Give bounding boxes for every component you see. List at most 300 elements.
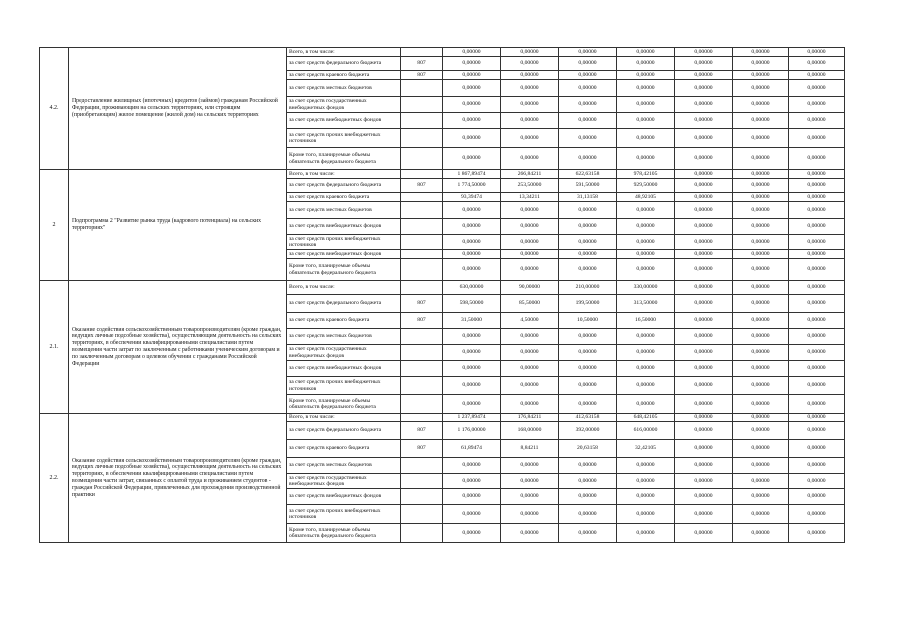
- budget-code: [401, 474, 443, 489]
- amount-cell: 0,00000: [733, 377, 789, 395]
- amount-cell: 0,00000: [675, 80, 733, 97]
- amount-cell: 0,00000: [443, 395, 501, 414]
- amount-cell: 0,00000: [617, 148, 675, 170]
- amount-cell: 0,00000: [675, 295, 733, 313]
- section-title: Оказание содействия сельскохозяйственным товаропроизводителям (кроме граждан, ведущих личные подсобные хозяйства), осуществляющим деятельность на сельских территориях, в обеспечении квалифицированными специалистами путем возмещения части затрат, связанных с оплатой труда и проживанием студентов - граждан Российской Федерации, привлеченных для прохождения производственной практики: [69, 414, 287, 543]
- amount-cell: 16,50000: [617, 313, 675, 329]
- amount-cell: 622,63158: [559, 170, 617, 179]
- amount-cell: 0,00000: [789, 259, 845, 281]
- amount-cell: 0,00000: [675, 170, 733, 179]
- amount-cell: 0,00000: [675, 250, 733, 259]
- budget-code: [401, 235, 443, 250]
- amount-cell: 0,00000: [675, 414, 733, 422]
- amount-cell: 0,00000: [789, 345, 845, 361]
- amount-cell: 0,00000: [789, 474, 845, 489]
- budget-code: 807: [401, 440, 443, 458]
- amount-cell: 0,00000: [617, 377, 675, 395]
- budget-code: [401, 345, 443, 361]
- amount-cell: 0,00000: [501, 329, 559, 345]
- amount-cell: 0,00000: [733, 329, 789, 345]
- amount-cell: 0,00000: [501, 48, 559, 57]
- amount-cell: 0,00000: [617, 97, 675, 113]
- amount-cell: 0,00000: [501, 97, 559, 113]
- funding-source: Всего, в том числе:: [287, 170, 401, 179]
- amount-cell: 0,00000: [501, 259, 559, 281]
- amount-cell: 0,00000: [789, 129, 845, 148]
- amount-cell: 0,00000: [733, 524, 789, 543]
- amount-cell: 0,00000: [789, 48, 845, 57]
- amount-cell: 0,00000: [559, 80, 617, 97]
- amount-cell: 0,00000: [617, 48, 675, 57]
- amount-cell: 90,00000: [501, 281, 559, 295]
- amount-cell: 0,00000: [733, 361, 789, 377]
- amount-cell: 0,00000: [559, 202, 617, 219]
- funding-table: [39, 47, 845, 543]
- section-title: Оказание содействия сельскохозяйственным товаропроизводителям (кроме граждан, ведущих личные подсобные хозяйства), осуществляющим деятельность на сельских территориях, в обеспечении квалифицированными специалистами путем возмещения части затрат по заключенным с работниками ученическим договорам и по заключенным договорам о целевом обучении с гражданами Российской Федерации: [69, 281, 287, 414]
- amount-cell: 13,34211: [501, 193, 559, 202]
- amount-cell: 0,00000: [617, 458, 675, 474]
- amount-cell: 0,00000: [675, 202, 733, 219]
- amount-cell: 0,00000: [617, 71, 675, 80]
- funding-source: за счет средств краевого бюджета: [287, 313, 401, 329]
- amount-cell: 0,00000: [617, 474, 675, 489]
- amount-cell: 0,00000: [559, 377, 617, 395]
- amount-cell: 0,00000: [501, 345, 559, 361]
- amount-cell: 0,00000: [443, 259, 501, 281]
- amount-cell: 0,00000: [789, 281, 845, 295]
- amount-cell: 0,00000: [501, 505, 559, 524]
- table-row: [40, 414, 845, 422]
- amount-cell: 1 774,50000: [443, 179, 501, 193]
- amount-cell: 1 867,89474: [443, 170, 501, 179]
- amount-cell: 0,00000: [617, 395, 675, 414]
- amount-cell: 0,00000: [675, 235, 733, 250]
- amount-cell: 0,00000: [559, 474, 617, 489]
- amount-cell: 210,00000: [559, 281, 617, 295]
- amount-cell: 10,50000: [559, 313, 617, 329]
- funding-source: Кроме того, планируемые объемы обязательств федерального бюджета: [287, 524, 401, 543]
- budget-code: [401, 97, 443, 113]
- funding-source: Кроме того, планируемые объемы обязательств федерального бюджета: [287, 148, 401, 170]
- amount-cell: 0,00000: [675, 193, 733, 202]
- amount-cell: 0,00000: [675, 329, 733, 345]
- amount-cell: 598,50000: [443, 295, 501, 313]
- amount-cell: 176,84211: [501, 414, 559, 422]
- amount-cell: 0,00000: [675, 313, 733, 329]
- amount-cell: 0,00000: [501, 80, 559, 97]
- amount-cell: 0,00000: [559, 235, 617, 250]
- amount-cell: 4,50000: [501, 313, 559, 329]
- amount-cell: 0,00000: [443, 97, 501, 113]
- amount-cell: 0,00000: [443, 148, 501, 170]
- section-number: 2.1.: [40, 281, 69, 414]
- amount-cell: 0,00000: [617, 202, 675, 219]
- amount-cell: 0,00000: [443, 71, 501, 80]
- amount-cell: 31,50000: [443, 313, 501, 329]
- amount-cell: 0,00000: [559, 458, 617, 474]
- amount-cell: 0,00000: [443, 250, 501, 259]
- amount-cell: 630,00000: [443, 281, 501, 295]
- budget-code: [401, 148, 443, 170]
- amount-cell: 0,00000: [675, 440, 733, 458]
- amount-cell: 0,00000: [675, 129, 733, 148]
- amount-cell: 0,00000: [675, 281, 733, 295]
- budget-code: [401, 202, 443, 219]
- amount-cell: 0,00000: [789, 458, 845, 474]
- funding-source: за счет средств прочих внебюджетных источников: [287, 377, 401, 395]
- amount-cell: 0,00000: [733, 250, 789, 259]
- amount-cell: 0,00000: [675, 179, 733, 193]
- amount-cell: 0,00000: [443, 219, 501, 235]
- amount-cell: 199,50000: [559, 295, 617, 313]
- section-title: Подпрограмма 2 "Развитие рынка труда (кадрового потенциала) на сельских территориях": [69, 170, 287, 281]
- amount-cell: 0,00000: [789, 57, 845, 71]
- amount-cell: 0,00000: [789, 250, 845, 259]
- amount-cell: 0,00000: [443, 235, 501, 250]
- amount-cell: 0,00000: [733, 219, 789, 235]
- amount-cell: 0,00000: [789, 313, 845, 329]
- amount-cell: 0,00000: [617, 57, 675, 71]
- amount-cell: 412,63158: [559, 414, 617, 422]
- amount-cell: 0,00000: [559, 489, 617, 505]
- amount-cell: 0,00000: [559, 71, 617, 80]
- amount-cell: 929,50000: [617, 179, 675, 193]
- amount-cell: 0,00000: [789, 71, 845, 80]
- amount-cell: 0,00000: [559, 97, 617, 113]
- budget-code: [401, 193, 443, 202]
- amount-cell: 0,00000: [733, 395, 789, 414]
- funding-source: за счет средств прочих внебюджетных источников: [287, 235, 401, 250]
- funding-source: за счет средств федерального бюджета: [287, 295, 401, 313]
- amount-cell: 0,00000: [501, 71, 559, 80]
- amount-cell: 0,00000: [733, 48, 789, 57]
- amount-cell: 0,00000: [733, 129, 789, 148]
- budget-code: [401, 48, 443, 57]
- amount-cell: 0,00000: [443, 474, 501, 489]
- amount-cell: 0,00000: [501, 250, 559, 259]
- amount-cell: 313,50000: [617, 295, 675, 313]
- amount-cell: 0,00000: [617, 113, 675, 129]
- amount-cell: 0,00000: [617, 361, 675, 377]
- amount-cell: 0,00000: [443, 489, 501, 505]
- amount-cell: 0,00000: [443, 113, 501, 129]
- amount-cell: 0,00000: [443, 377, 501, 395]
- amount-cell: 0,00000: [789, 422, 845, 440]
- amount-cell: 0,00000: [617, 129, 675, 148]
- amount-cell: 0,00000: [443, 129, 501, 148]
- amount-cell: 0,00000: [443, 57, 501, 71]
- amount-cell: 392,00000: [559, 422, 617, 440]
- amount-cell: 0,00000: [789, 361, 845, 377]
- budget-code: [401, 170, 443, 179]
- amount-cell: 0,00000: [443, 505, 501, 524]
- amount-cell: 0,00000: [733, 71, 789, 80]
- amount-cell: 0,00000: [501, 524, 559, 543]
- amount-cell: 32,42105: [617, 440, 675, 458]
- amount-cell: 616,00000: [617, 422, 675, 440]
- funding-source: за счет средств краевого бюджета: [287, 440, 401, 458]
- amount-cell: 0,00000: [617, 80, 675, 97]
- amount-cell: 0,00000: [733, 414, 789, 422]
- amount-cell: 0,00000: [789, 170, 845, 179]
- amount-cell: 0,00000: [675, 458, 733, 474]
- amount-cell: 0,00000: [675, 97, 733, 113]
- amount-cell: 0,00000: [675, 71, 733, 80]
- amount-cell: 0,00000: [501, 129, 559, 148]
- budget-code: [401, 250, 443, 259]
- budget-code: [401, 113, 443, 129]
- amount-cell: 0,00000: [675, 113, 733, 129]
- amount-cell: 591,50000: [559, 179, 617, 193]
- amount-cell: 0,00000: [501, 202, 559, 219]
- amount-cell: 0,00000: [789, 414, 845, 422]
- budget-code: [401, 219, 443, 235]
- amount-cell: 0,00000: [675, 57, 733, 71]
- amount-cell: 0,00000: [617, 235, 675, 250]
- amount-cell: 330,00000: [617, 281, 675, 295]
- amount-cell: 0,00000: [733, 295, 789, 313]
- funding-source: за счет средств внебюджетных фондов: [287, 250, 401, 259]
- amount-cell: 978,42105: [617, 170, 675, 179]
- amount-cell: 0,00000: [559, 259, 617, 281]
- amount-cell: 0,00000: [733, 505, 789, 524]
- amount-cell: 0,00000: [733, 474, 789, 489]
- amount-cell: 253,50000: [501, 179, 559, 193]
- section-title: Предоставление жилищных (ипотечных) кредитов (займов) гражданам Российской Федерации, проживающим на сельских территориях, или строящим (приобретающим) жилое помещение (жилой дом) на сельских территориях: [69, 48, 287, 170]
- funding-source: за счет средств федерального бюджета: [287, 422, 401, 440]
- funding-source: за счет средств местных бюджетов: [287, 329, 401, 345]
- budget-code: [401, 281, 443, 295]
- amount-cell: 48,92105: [617, 193, 675, 202]
- amount-cell: 0,00000: [443, 80, 501, 97]
- budget-code: [401, 395, 443, 414]
- amount-cell: 0,00000: [733, 281, 789, 295]
- amount-cell: 20,63158: [559, 440, 617, 458]
- amount-cell: 0,00000: [559, 361, 617, 377]
- amount-cell: 8,84211: [501, 440, 559, 458]
- amount-cell: 0,00000: [733, 113, 789, 129]
- amount-cell: 0,00000: [733, 259, 789, 281]
- funding-source: за счет средств внебюджетных фондов: [287, 489, 401, 505]
- funding-source: за счет средств внебюджетных фондов: [287, 113, 401, 129]
- amount-cell: 0,00000: [789, 179, 845, 193]
- budget-code: [401, 80, 443, 97]
- amount-cell: 0,00000: [789, 329, 845, 345]
- amount-cell: 0,00000: [733, 440, 789, 458]
- amount-cell: 0,00000: [675, 259, 733, 281]
- amount-cell: 0,00000: [617, 250, 675, 259]
- budget-code: [401, 259, 443, 281]
- amount-cell: 0,00000: [789, 193, 845, 202]
- amount-cell: 0,00000: [733, 313, 789, 329]
- funding-source: за счет средств внебюджетных фондов: [287, 361, 401, 377]
- section-number: 2.2.: [40, 414, 69, 543]
- amount-cell: 0,00000: [789, 202, 845, 219]
- amount-cell: 0,00000: [789, 377, 845, 395]
- amount-cell: 1 237,89474: [443, 414, 501, 422]
- amount-cell: 0,00000: [675, 505, 733, 524]
- amount-cell: 0,00000: [789, 295, 845, 313]
- amount-cell: 0,00000: [789, 219, 845, 235]
- amount-cell: 0,00000: [675, 377, 733, 395]
- amount-cell: 0,00000: [443, 345, 501, 361]
- amount-cell: 0,00000: [789, 80, 845, 97]
- amount-cell: 0,00000: [559, 395, 617, 414]
- amount-cell: 0,00000: [733, 179, 789, 193]
- amount-cell: 0,00000: [789, 489, 845, 505]
- amount-cell: 0,00000: [501, 377, 559, 395]
- funding-source: за счет средств государственных внебюджетных фондов: [287, 345, 401, 361]
- amount-cell: 0,00000: [559, 505, 617, 524]
- amount-cell: 0,00000: [501, 395, 559, 414]
- amount-cell: 0,00000: [559, 129, 617, 148]
- amount-cell: 0,00000: [559, 219, 617, 235]
- budget-code: 807: [401, 57, 443, 71]
- amount-cell: 266,84211: [501, 170, 559, 179]
- amount-cell: 0,00000: [443, 524, 501, 543]
- amount-cell: 0,00000: [501, 489, 559, 505]
- amount-cell: 0,00000: [501, 219, 559, 235]
- funding-source: за счет средств прочих внебюджетных источников: [287, 505, 401, 524]
- budget-code: [401, 361, 443, 377]
- amount-cell: 0,00000: [501, 235, 559, 250]
- funding-source: за счет средств внебюджетных фондов: [287, 219, 401, 235]
- amount-cell: 0,00000: [789, 235, 845, 250]
- funding-source: за счет средств краевого бюджета: [287, 193, 401, 202]
- budget-code: [401, 129, 443, 148]
- funding-source: Кроме того, планируемые объемы обязательств федерального бюджета: [287, 259, 401, 281]
- amount-cell: 0,00000: [443, 48, 501, 57]
- amount-cell: 0,00000: [675, 524, 733, 543]
- amount-cell: 61,89474: [443, 440, 501, 458]
- amount-cell: 0,00000: [675, 474, 733, 489]
- funding-source: Всего, в том числе:: [287, 281, 401, 295]
- amount-cell: 0,00000: [501, 458, 559, 474]
- budget-code: [401, 505, 443, 524]
- amount-cell: 0,00000: [675, 361, 733, 377]
- amount-cell: 0,00000: [559, 148, 617, 170]
- budget-code: 807: [401, 71, 443, 80]
- amount-cell: 0,00000: [501, 361, 559, 377]
- amount-cell: 0,00000: [733, 458, 789, 474]
- table-row: [40, 170, 845, 179]
- amount-cell: 0,00000: [733, 193, 789, 202]
- amount-cell: 0,00000: [733, 97, 789, 113]
- funding-source: Всего, в том числе:: [287, 414, 401, 422]
- budget-code: [401, 414, 443, 422]
- amount-cell: 168,00000: [501, 422, 559, 440]
- amount-cell: 0,00000: [733, 489, 789, 505]
- amount-cell: 0,00000: [675, 219, 733, 235]
- amount-cell: 0,00000: [617, 489, 675, 505]
- amount-cell: 0,00000: [617, 329, 675, 345]
- amount-cell: 0,00000: [733, 170, 789, 179]
- funding-source: за счет средств местных бюджетов: [287, 202, 401, 219]
- amount-cell: 0,00000: [733, 422, 789, 440]
- amount-cell: 0,00000: [501, 474, 559, 489]
- funding-source: за счет средств прочих внебюджетных источников: [287, 129, 401, 148]
- amount-cell: 31,13158: [559, 193, 617, 202]
- section-number: 4.2.: [40, 48, 69, 170]
- amount-cell: 0,00000: [675, 48, 733, 57]
- amount-cell: 0,00000: [733, 80, 789, 97]
- amount-cell: 0,00000: [789, 440, 845, 458]
- section-number: 2: [40, 170, 69, 281]
- funding-source: за счет средств федерального бюджета: [287, 57, 401, 71]
- amount-cell: 0,00000: [733, 148, 789, 170]
- amount-cell: 0,00000: [559, 345, 617, 361]
- amount-cell: 0,00000: [675, 422, 733, 440]
- funding-source: за счет средств краевого бюджета: [287, 71, 401, 80]
- budget-code: 807: [401, 179, 443, 193]
- budget-code: [401, 458, 443, 474]
- amount-cell: 0,00000: [733, 57, 789, 71]
- amount-cell: 648,42105: [617, 414, 675, 422]
- amount-cell: 0,00000: [733, 345, 789, 361]
- amount-cell: 0,00000: [559, 57, 617, 71]
- budget-code: [401, 377, 443, 395]
- funding-source: за счет средств государственных внебюджетных фондов: [287, 474, 401, 489]
- amount-cell: 0,00000: [789, 97, 845, 113]
- amount-cell: 1 176,00000: [443, 422, 501, 440]
- budget-code: [401, 329, 443, 345]
- budget-code: 807: [401, 295, 443, 313]
- amount-cell: 93,39474: [443, 193, 501, 202]
- amount-cell: 0,00000: [617, 505, 675, 524]
- funding-source: Кроме того, планируемые объемы обязательств федерального бюджета: [287, 395, 401, 414]
- budget-code: [401, 489, 443, 505]
- amount-cell: 0,00000: [733, 202, 789, 219]
- table-row: [40, 281, 845, 295]
- budget-code: 807: [401, 422, 443, 440]
- amount-cell: 0,00000: [501, 113, 559, 129]
- amount-cell: 0,00000: [443, 202, 501, 219]
- budget-code: [401, 524, 443, 543]
- amount-cell: 0,00000: [559, 48, 617, 57]
- funding-source: за счет средств местных бюджетов: [287, 458, 401, 474]
- amount-cell: 0,00000: [789, 113, 845, 129]
- budget-code: 807: [401, 313, 443, 329]
- amount-cell: 0,00000: [501, 57, 559, 71]
- amount-cell: 0,00000: [617, 524, 675, 543]
- funding-source: за счет средств государственных внебюджетных фондов: [287, 97, 401, 113]
- funding-source: Всего, в том числе:: [287, 48, 401, 57]
- amount-cell: 0,00000: [443, 361, 501, 377]
- amount-cell: 0,00000: [675, 489, 733, 505]
- amount-cell: 0,00000: [675, 345, 733, 361]
- amount-cell: 0,00000: [675, 395, 733, 414]
- amount-cell: 0,00000: [789, 505, 845, 524]
- amount-cell: 0,00000: [733, 235, 789, 250]
- funding-source: за счет средств местных бюджетов: [287, 80, 401, 97]
- amount-cell: 0,00000: [617, 219, 675, 235]
- amount-cell: 0,00000: [789, 524, 845, 543]
- amount-cell: 85,50000: [501, 295, 559, 313]
- amount-cell: 0,00000: [443, 329, 501, 345]
- amount-cell: 0,00000: [559, 524, 617, 543]
- amount-cell: 0,00000: [501, 148, 559, 170]
- funding-source: за счет средств федерального бюджета: [287, 179, 401, 193]
- amount-cell: 0,00000: [559, 329, 617, 345]
- amount-cell: 0,00000: [789, 395, 845, 414]
- table-row: [40, 48, 845, 57]
- amount-cell: 0,00000: [617, 259, 675, 281]
- amount-cell: 0,00000: [443, 458, 501, 474]
- amount-cell: 0,00000: [617, 345, 675, 361]
- amount-cell: 0,00000: [559, 250, 617, 259]
- amount-cell: 0,00000: [559, 113, 617, 129]
- amount-cell: 0,00000: [675, 148, 733, 170]
